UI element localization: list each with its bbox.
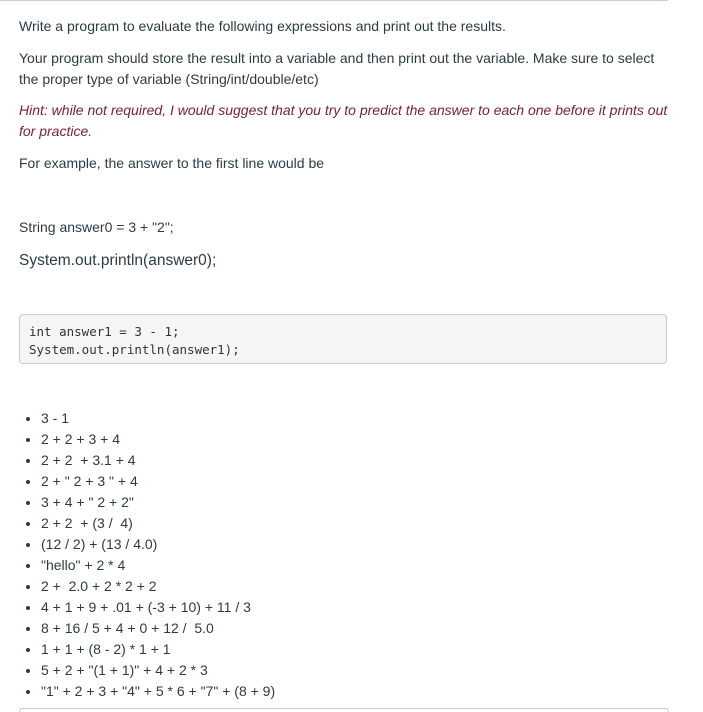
example-line-1: String answer0 = 3 + "2";	[19, 219, 174, 235]
list-item: 3 + 4 + " 2 + 2"	[19, 492, 275, 513]
code-line-2: System.out.println(answer1);	[29, 342, 240, 357]
list-item: 3 - 1	[19, 408, 275, 429]
expression-list	[19, 408, 275, 702]
list-item: 5 + 2 + "(1 + 1)" + 4 + 2 * 3	[19, 660, 275, 681]
top-divider	[0, 0, 668, 1]
list-item: "hello" + 2 * 4	[19, 555, 275, 576]
list-item: 8 + 16 / 5 + 4 + 0 + 12 / 5.0	[19, 618, 275, 639]
hint-text: Hint: while not required, I would suggest that you try to predict the answer to each one before it prints out for practice.	[19, 102, 668, 139]
example-line-2: System.out.println(answer0);	[19, 252, 217, 269]
list-item: 2 + 2.0 + 2 * 2 + 2	[19, 576, 275, 597]
list-item: 2 + 2 + (3 / 4)	[19, 513, 275, 534]
list-item: 4 + 1 + 9 + .01 + (-3 + 10) + 11 / 3	[19, 597, 275, 618]
list-item: 2 + " 2 + 3 " + 4	[19, 471, 275, 492]
example-intro: For example, the answer to the first line would be	[19, 155, 325, 171]
list-item: 2 + 2 + 3.1 + 4	[19, 450, 275, 471]
instruction-details: Your program should store the result into a variable and then print out the variable. Make sure to select the proper type of variable (String/int/double/etc)	[19, 50, 655, 87]
list-item: "1" + 2 + 3 + "4" + 5 * 6 + "7" + (8 + 9)	[19, 681, 275, 702]
code-block	[19, 314, 667, 364]
list-item: (12 / 2) + (13 / 4.0)	[19, 534, 275, 555]
list-item: 2 + 2 + 3 + 4	[19, 429, 275, 450]
code-line-1: int answer1 = 3 - 1;	[29, 324, 180, 339]
instruction-text: Write a program to evaluate the following expressions and print out the results.	[19, 18, 506, 34]
list-item: 1 + 1 + (8 - 2) * 1 + 1	[19, 639, 275, 660]
next-block-edge	[19, 708, 669, 712]
